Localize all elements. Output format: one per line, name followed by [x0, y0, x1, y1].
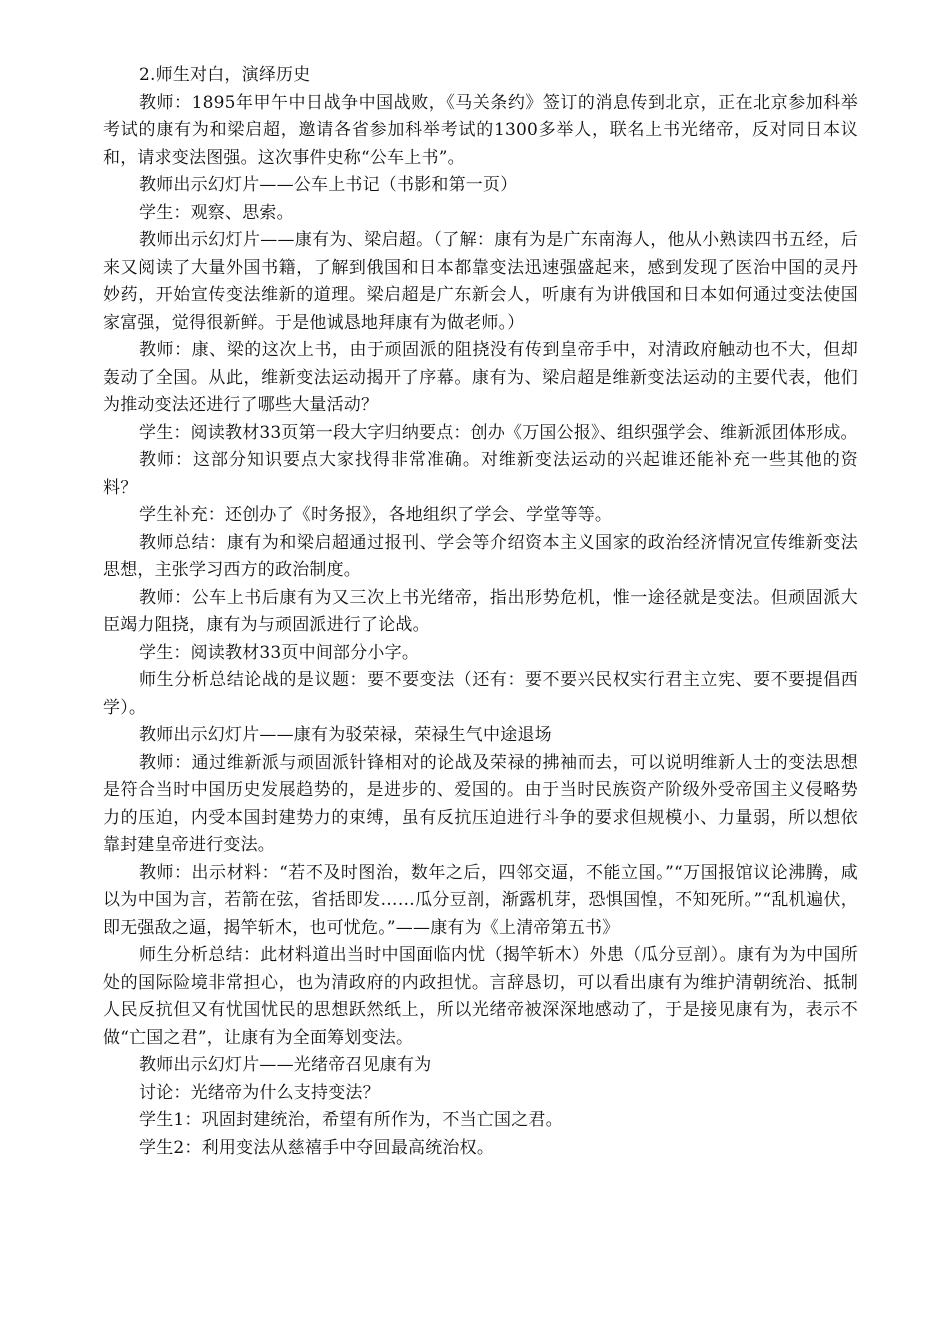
paragraph: 教师出示幻灯片——康有为驳荣禄，荣禄生气中途退场 — [139, 725, 552, 745]
paragraph: 讨论：光绪帝为什么支持变法？ — [139, 1082, 380, 1103]
paragraph: 师生分析总结论战的是议题：要不要变法（还有：要不要兴民权实行君主立宪、要不要提倡西学）。 — [103, 670, 858, 718]
paragraph: 教师出示幻灯片——康有为、梁启超。（了解：康有为是广东南海人，他从小熟读四书五经，后来又阅读了大量外国书籍，了解到俄国和日本都靠变法迅速强盛起来，感到发现了医治中国的灵丹妙药，开始宣传变法维新的道理。梁启超是广东新会人，听康有为讲俄国和日本如何通过变法使国家富强，觉得很新鲜。于是他诚恳地拜康有为做老师。） — [103, 230, 858, 333]
paragraph: 学生：阅读教材33页中间部分小字。 — [139, 642, 420, 663]
paragraph: 学生2：利用变法从慈禧手中夺回最高统治权。 — [139, 1137, 495, 1158]
section-heading: 2.师生对白，演绎历史 — [139, 65, 311, 85]
paragraph: 教师：公车上书后康有为又三次上书光绪帝，指出形势危机，惟一途径就是变法。但顽固派大臣竭力阻挠，康有为与顽固派进行了论战。 — [103, 587, 858, 635]
paragraph: 教师：出示材料：“若不及时图治，数年之后，四邻交逼，不能立国。”“万国报馆议论沸腾，咸以为中国为言，若箭在弦，省括即发……瓜分豆剖，渐露机芽，恐惧国惶，不知死所。”“乱机遍伏，即无强敌之逼，揭竿斩木，也可忧危。”——康有为《上清帝第五书》 — [103, 862, 858, 938]
paragraph: 师生分析总结：此材料道出当时中国面临内忧（揭竿斩木）外患（瓜分豆剖）。康有为为中国所处的国际险境非常担心，也为清政府的内政担忧。言辞恳切，可以看出康有为维护清朝统治、抵制人民反抗但又有忧国忧民的思想跃然纸上，所以光绪帝被深深地感动了，于是接见康有为，表示不做“亡国之君”，让康有为全面筹划变法。 — [103, 945, 858, 1048]
document-page — [103, 62, 858, 1162]
paragraph: 学生1：巩固封建统治，希望有所作为，不当亡国之君。 — [139, 1110, 563, 1130]
paragraph: 教师出示幻灯片——光绪帝召见康有为 — [139, 1055, 432, 1075]
paragraph: 教师：康、梁的这次上书，由于顽固派的阻挠没有传到皇帝手中，对清政府触动也不大，但却轰动了全国。从此，维新变法运动揭开了序幕。康有为、梁启超是维新变法运动的主要代表，他们为推动变法还进行了哪些大量活动？ — [103, 340, 858, 415]
paragraph: 教师出示幻灯片——公车上书记（书影和第一页） — [139, 175, 518, 195]
paragraph: 学生补充：还创办了《时务报》，各地组织了学会、学堂等等。 — [139, 505, 613, 525]
paragraph: 学生：阅读教材33页第一段大字归纳要点：创办《万国公报》、组织强学会、维新派团体形成。 — [139, 422, 858, 443]
paragraph: 教师总结：康有为和梁启超通过报刊、学会等介绍资本主义国家的政治经济情况宣传维新变法思想，主张学习西方的政治制度。 — [103, 532, 858, 580]
paragraph: 学生：观察、思索。 — [139, 202, 294, 223]
paragraph: 教师：通过维新派与顽固派针锋相对的论战及荣禄的拂袖而去，可以说明维新人士的变法思想是符合当时中国历史发展趋势的，是进步的、爱国的。由于当时民族资产阶级外受帝国主义侵略势力的压迫，内受本国封建势力的束缚，虽有反抗压迫进行斗争的要求但规模小、力量弱，所以想依靠封建皇帝进行变法。 — [103, 752, 858, 855]
paragraph: 教师：1895年甲午中日战争中国战败，《马关条约》签订的消息传到北京，正在北京参加科举考试的康有为和梁启超，邀请各省参加科举考试的1300多举人，联名上书光绪帝，反对同日本议和，请求变法图强。这次事件史称“公车上书”。 — [103, 92, 858, 168]
paragraph: 教师：这部分知识要点大家找得非常准确。对维新变法运动的兴起谁还能补充一些其他的资料？ — [103, 450, 858, 498]
